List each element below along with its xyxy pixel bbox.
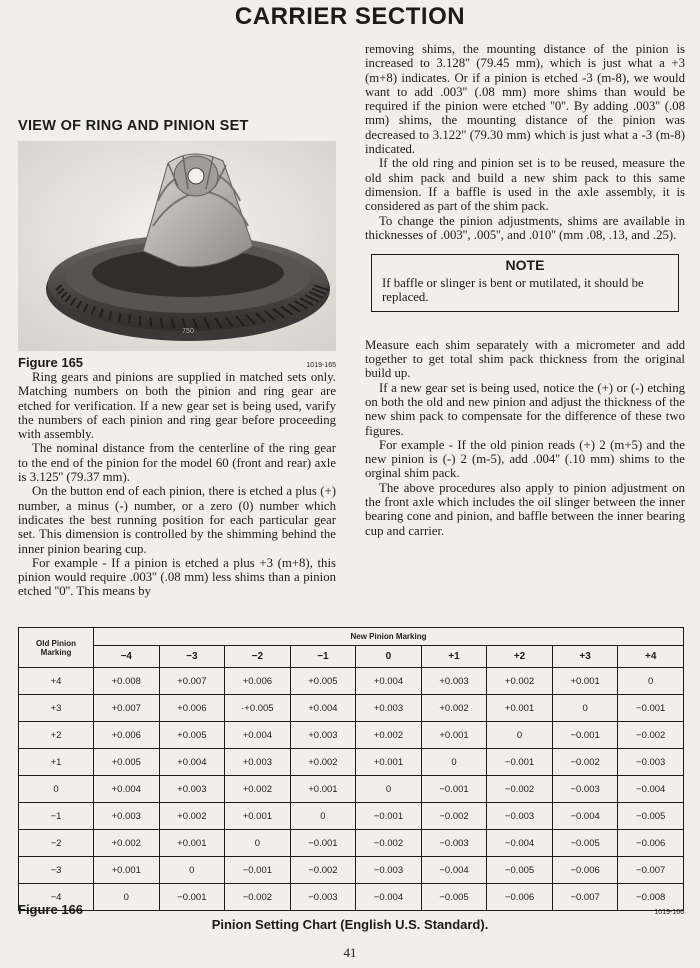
paragraph: To change the pinion adjustments, shims are available in thicknesses of .003'', .005'', and .010'' (mm .08, .13, and .25).	[365, 213, 685, 242]
pinion-setting-table	[18, 627, 684, 911]
paragraph: For example - If the old pinion reads (+) 2 (m+5) and the new pinion is (-) 2 (m-5), add .004'' (.10 mm) shims to the orginal shim pack.	[365, 437, 685, 481]
page-title: CARRIER SECTION	[234, 3, 466, 30]
table-cell: +0.001	[94, 857, 160, 884]
paragraph: The nominal distance from the centerline of the ring gear to the end of the pinion for the model 60 (front and rear) axle is 3.125'' (79.37 mm).	[18, 441, 336, 485]
figure-165-caption	[18, 355, 336, 370]
table-cell: +0.002	[356, 722, 422, 749]
left-column	[18, 118, 336, 599]
table-cell: +0.002	[225, 776, 291, 803]
table-row	[19, 722, 684, 749]
table-cell: −0.001	[487, 749, 553, 776]
column-header: +3	[552, 646, 618, 668]
figure-code: 1019-166	[654, 909, 684, 916]
table-row	[19, 668, 684, 695]
table-cell: +0.001	[487, 695, 553, 722]
table-cell: −0.007	[552, 884, 618, 911]
note-box	[371, 254, 679, 312]
row-label: 0	[19, 776, 94, 803]
table-cell: −0.001	[356, 803, 422, 830]
table-cell: +0.004	[290, 695, 356, 722]
table-cell: −0.006	[487, 884, 553, 911]
column-header: +4	[618, 646, 684, 668]
column-header: −3	[159, 646, 225, 668]
table-cell: +0.002	[290, 749, 356, 776]
table-cell: 0	[290, 803, 356, 830]
table-cell: −0.002	[225, 884, 291, 911]
left-body-text	[18, 370, 336, 599]
table-cell: +0.005	[159, 722, 225, 749]
chart-caption: Pinion Setting Chart (English U.S. Standard).	[211, 917, 489, 932]
table-row	[19, 830, 684, 857]
table-cell: −0.001	[225, 857, 291, 884]
figure-label: Figure 165	[18, 355, 84, 370]
row-label: −1	[19, 803, 94, 830]
note-text: If baffle or slinger is bent or mutilated, it should be replaced.	[382, 276, 644, 305]
table-cell: −0.002	[290, 857, 356, 884]
table-cell: −0.004	[487, 830, 553, 857]
row-label: +2	[19, 722, 94, 749]
table-cell: +0.001	[225, 803, 291, 830]
table-cell: −0.006	[552, 857, 618, 884]
table-cell: +0.005	[94, 749, 160, 776]
table-cell: +0.004	[94, 776, 160, 803]
right-column	[365, 42, 685, 538]
table-cell: +0.003	[225, 749, 291, 776]
table-cell: +0.006	[159, 695, 225, 722]
table-cell: +0.004	[159, 749, 225, 776]
table-cell: −0.002	[356, 830, 422, 857]
table-cell: +0.006	[94, 722, 160, 749]
paragraph: For example - If a pinion is etched a plus +3 (m+8), this pinion would require .003'' (.08 mm) less shims than a pinion etched ''0''. This means by	[18, 555, 336, 599]
table-cell: 0	[356, 776, 422, 803]
paragraph: Measure each shim separately with a micrometer and add together to get total shim pack thickness from the original build up.	[365, 337, 685, 381]
table-cell: −0.001	[159, 884, 225, 911]
table-cell: +0.001	[552, 668, 618, 695]
page-number: 41	[343, 945, 357, 960]
pinion-setting-table-container	[18, 627, 684, 911]
table-cell: −0.008	[618, 884, 684, 911]
paragraph: The above procedures also apply to pinion adjustment on the front axle which includes the oil slinger between the inner bearing cone and pinion, and baffle between the inner bearing cup and carrier.	[365, 480, 685, 538]
table-cell: −0.003	[552, 776, 618, 803]
table-cell: −0.005	[552, 830, 618, 857]
table-cell: −0.002	[487, 776, 553, 803]
table-cell: +0.003	[159, 776, 225, 803]
column-header: 0	[356, 646, 422, 668]
table-cell: −0.001	[290, 830, 356, 857]
table-cell: −0.004	[421, 857, 487, 884]
column-header: +1	[421, 646, 487, 668]
table-cell: −0.004	[552, 803, 618, 830]
row-label: −4	[19, 884, 94, 911]
table-cell: +0.001	[356, 749, 422, 776]
paragraph: If the old ring and pinion set is to be reused, measure the old shim pack and build a new shim pack to this same dimension. If a baffle is used in the axle assembly, it is considered as part of the shim pack.	[365, 156, 685, 214]
table-cell: +0.001	[159, 830, 225, 857]
table-cell: +0.004	[225, 722, 291, 749]
table-cell: −0.003	[487, 803, 553, 830]
table-cell: +0.003	[290, 722, 356, 749]
table-cell: 0	[618, 668, 684, 695]
table-cell: +0.008	[94, 668, 160, 695]
table-cell: −0.002	[552, 749, 618, 776]
table-cell: +0.004	[356, 668, 422, 695]
row-label: +3	[19, 695, 94, 722]
table-cell: −0.003	[356, 857, 422, 884]
table-cell: +0.007	[159, 668, 225, 695]
table-cell: 0	[421, 749, 487, 776]
table-cell: −0.005	[618, 803, 684, 830]
table-cell: −0.004	[618, 776, 684, 803]
column-header-row	[19, 646, 684, 668]
row-header-title: Old Pinion Marking	[19, 628, 94, 668]
table-cell: −0.003	[421, 830, 487, 857]
table-cell: −0.005	[487, 857, 553, 884]
table-cell: +0.002	[159, 803, 225, 830]
row-label: −2	[19, 830, 94, 857]
table-cell: −0.002	[618, 722, 684, 749]
figure-code: 1019-165	[306, 362, 336, 369]
table-cell: +0.002	[487, 668, 553, 695]
table-cell: +0.007	[94, 695, 160, 722]
row-label: −3	[19, 857, 94, 884]
table-row	[19, 776, 684, 803]
column-header: −4	[94, 646, 160, 668]
table-cell: −0.005	[421, 884, 487, 911]
table-body	[19, 668, 684, 911]
col-group-title: New Pinion Marking	[94, 628, 684, 646]
right-body-text	[365, 338, 685, 538]
table-row	[19, 695, 684, 722]
paragraph: If a new gear set is being used, notice the (+) or (-) etching on both the old and new pinion and adjust the thickness of the new shim pack to compensate for the difference of these two figures.	[365, 380, 685, 438]
table-cell: −0.006	[618, 830, 684, 857]
table-cell: −0.001	[421, 776, 487, 803]
table-cell: ·+0.005	[225, 695, 291, 722]
table-cell: +0.003	[421, 668, 487, 695]
figure-166-caption	[18, 902, 684, 917]
table-cell: +0.002	[421, 695, 487, 722]
paragraph: On the button end of each pinion, there is etched a plus (+) number, a minus (-) number, or a zero (0) number which indicates the best running position for each particular gear set. This dimension is controlled by the shimming behind the inner pinion bearing cup.	[18, 484, 336, 556]
table-cell: +0.001	[290, 776, 356, 803]
row-label: +4	[19, 668, 94, 695]
table-cell: 0	[159, 857, 225, 884]
table-cell: −0.001	[552, 722, 618, 749]
paragraph: Ring gears and pinions are supplied in matched sets only. Matching numbers on both the pinion and ring gear are etched for verification. If a new gear set is being used, varify the numbers of each pinion and ring gear before proceeding with assembly.	[18, 370, 336, 442]
column-header: −2	[225, 646, 291, 668]
table-row	[19, 857, 684, 884]
table-cell: −0.001	[618, 695, 684, 722]
paragraph: removing shims, the mounting distance of the pinion is increased to 3.128'' (79.45 mm), which is just what a +3 (m+8) indicates. Or if a pinion is etched -3 (m-8), we would want to add .003'' (.08 mm) more shims than would be required if the pinion were etched ''0''. By adding .003'' (.08 mm) shims, the mounting distance of the pinion was decreased to 3.122'' (79.30 mm) which is just what a -3 (m-8) indicated.	[365, 42, 685, 157]
table-cell: +0.003	[94, 803, 160, 830]
table-cell: +0.005	[290, 668, 356, 695]
figure-label: Figure 166	[18, 902, 84, 917]
table-cell: −0.007	[618, 857, 684, 884]
table-cell: +0.002	[94, 830, 160, 857]
table-cell: −0.004	[356, 884, 422, 911]
table-cell: 0	[225, 830, 291, 857]
table-cell: 0	[94, 884, 160, 911]
table-cell: +0.001	[421, 722, 487, 749]
table-cell: −0.003	[618, 749, 684, 776]
table-row	[19, 803, 684, 830]
table-cell: 0	[487, 722, 553, 749]
table-cell: +0.003	[356, 695, 422, 722]
ring-pinion-photo	[18, 141, 336, 351]
table-cell: −0.003	[290, 884, 356, 911]
photo-stamp: 750	[182, 328, 194, 335]
note-title: NOTE	[505, 257, 545, 274]
column-header: +2	[487, 646, 553, 668]
table-cell: 0	[552, 695, 618, 722]
table-row	[19, 749, 684, 776]
table-cell: −0.002	[421, 803, 487, 830]
table-cell: +0.006	[225, 668, 291, 695]
ring-pinion-illustration	[18, 141, 336, 351]
section-heading: VIEW OF RING AND PINION SET	[18, 118, 249, 134]
column-header: −1	[290, 646, 356, 668]
row-label: +1	[19, 749, 94, 776]
